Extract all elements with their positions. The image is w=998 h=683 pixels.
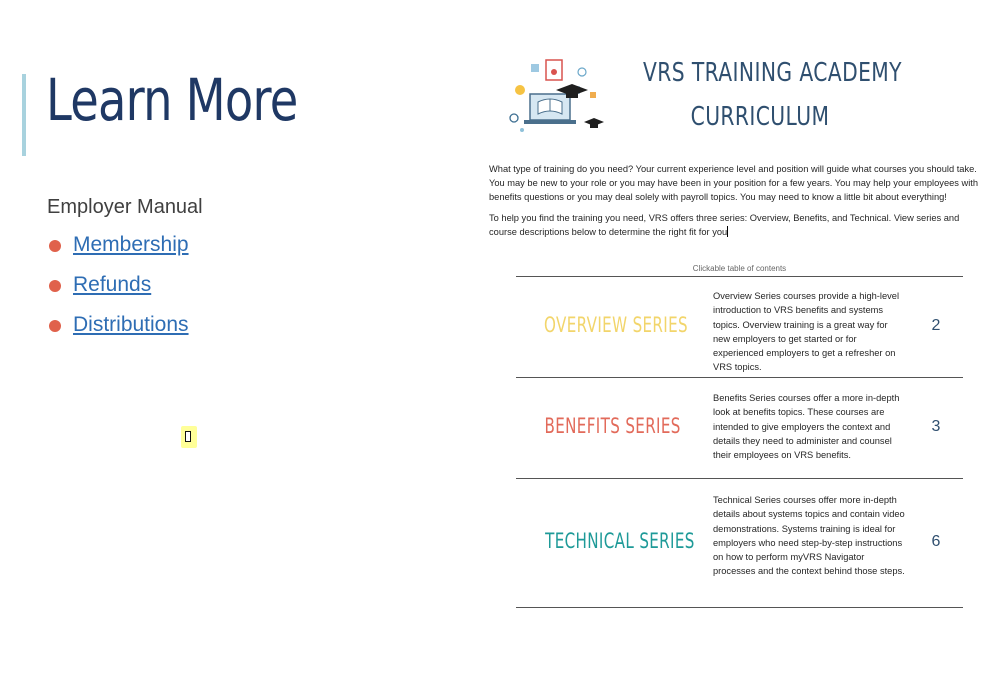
text-cursor-icon: [181, 426, 197, 448]
toc-row-benefits[interactable]: [516, 378, 963, 479]
toc-row-technical[interactable]: [516, 479, 963, 608]
distributions-link[interactable]: Distributions: [73, 313, 189, 336]
table-of-contents: [516, 276, 963, 608]
benefits-series-page[interactable]: 3: [931, 418, 941, 435]
intro-paragraph-1: What type of training do you need? Your current experience level and position will guide what courses you should take. You may be new to your role or you may have been in your position for a few years. You may help your employees with benefits questions or you may deal solely with payroll topics. You may need to know a little bit about everything!: [489, 164, 979, 202]
technical-series-title[interactable]: TECHNICAL SERIES: [545, 529, 695, 553]
benefits-series-description: Benefits Series courses offer a more in-depth look at benefits topics. These courses are intended to give employers the context and details they need to administer and counsel their employees on VRS benefits.: [713, 393, 900, 461]
toc-caption: Clickable table of contents: [692, 264, 787, 273]
refunds-link[interactable]: Refunds: [73, 273, 152, 296]
overview-series-page[interactable]: 2: [931, 317, 941, 334]
benefits-series-title[interactable]: BENEFITS SERIES: [544, 414, 681, 438]
heading-line-2: CURRICULUM: [690, 102, 830, 132]
intro-text: [489, 162, 989, 246]
bullet-icon: [49, 320, 61, 332]
technical-series-page[interactable]: 6: [931, 533, 941, 550]
document-heading: [610, 58, 910, 132]
overview-series-title[interactable]: OVERVIEW SERIES: [544, 313, 688, 337]
technical-series-description: Technical Series courses offer more in-depth details about systems topics and contain video demonstrations. Systems training is ideal for employers who need step-by-step instructions on how to perform myVRS Navigator processes and the context behind those steps.: [713, 495, 905, 577]
training-illustration-icon: [500, 58, 612, 138]
overview-series-description: Overview Series courses provide a high-level introduction to VRS benefits and systems topics. Overview training is a great way for new employers to get started or for experienced employers to get a refresher on VRS topics.: [713, 291, 900, 373]
heading-line-1: VRS TRAINING ACADEMY: [643, 58, 902, 88]
intro-paragraph-2: To help you find the training you need, VRS offers three series: Overview, Benefits, and Technical. View series and course descriptions below to determine the right fit for you: [489, 213, 960, 237]
employer-manual-label: Employer Manual: [47, 196, 203, 218]
toc-row-overview[interactable]: [516, 277, 963, 378]
page-title: Learn More: [46, 66, 298, 134]
text-caret: [727, 226, 728, 237]
bullet-icon: [49, 280, 61, 292]
bullet-icon: [49, 240, 61, 252]
title-accent-bar: [22, 74, 26, 156]
membership-link[interactable]: Membership: [73, 233, 189, 256]
